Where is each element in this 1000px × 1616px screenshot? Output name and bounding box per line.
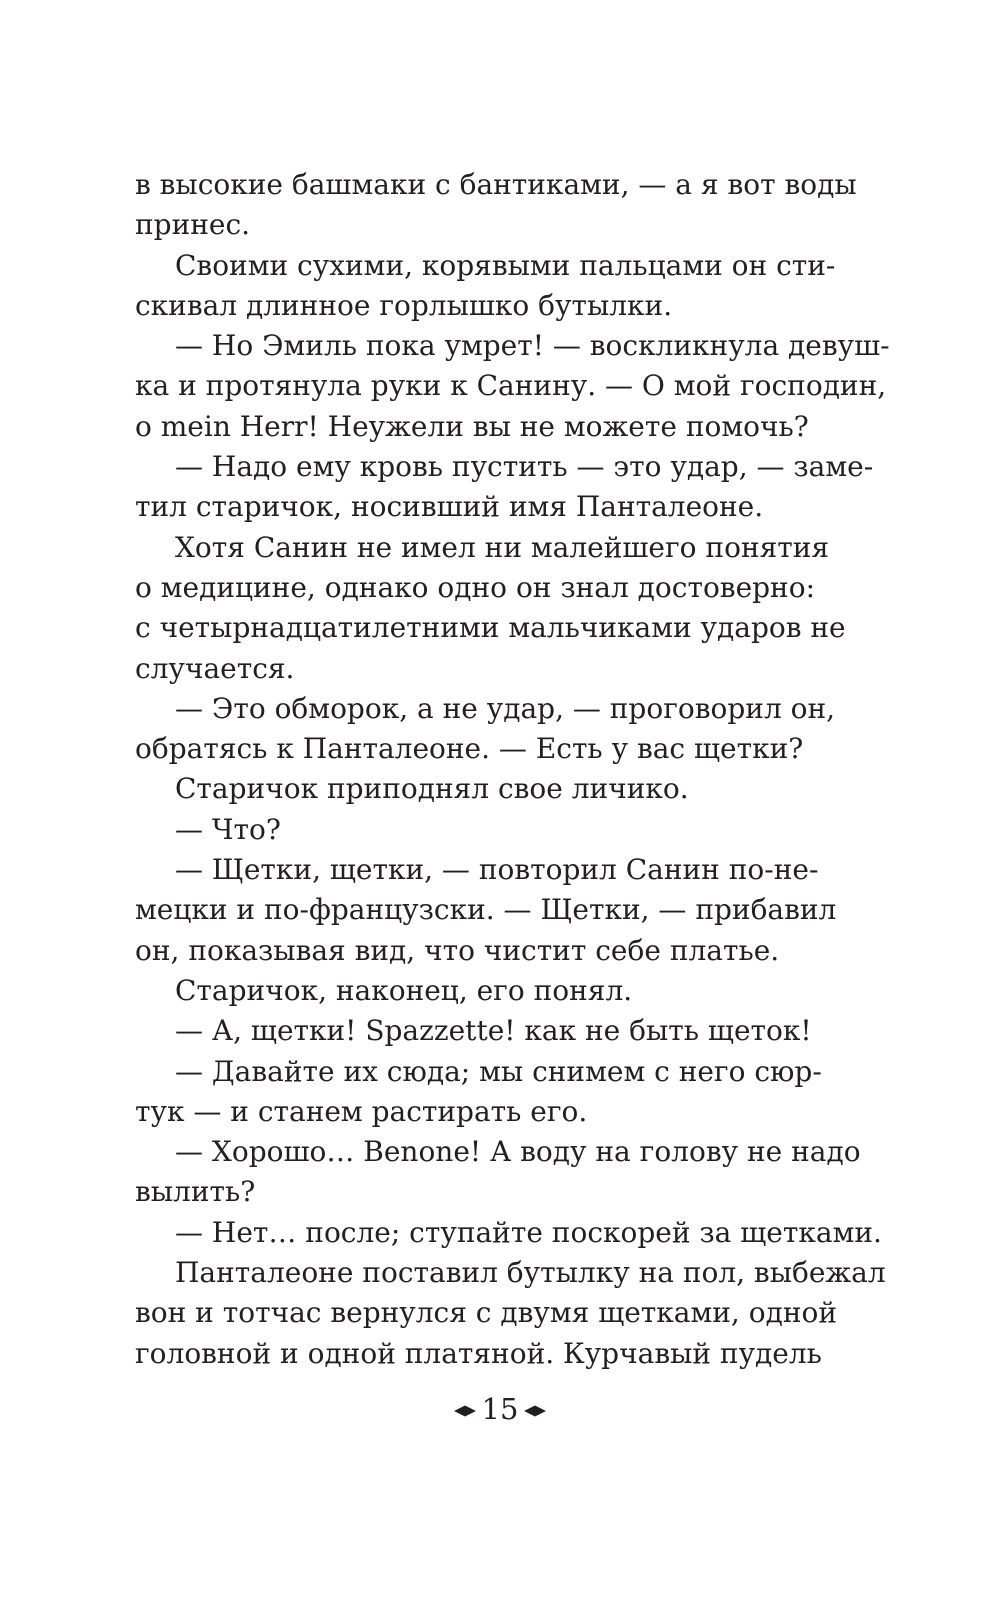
text-line: случается. <box>135 651 295 685</box>
text-line: обратясь к Панталеоне. — Есть у вас щетки? <box>135 732 804 766</box>
text-line: ка и протянула руки к Санину. — О мой господин, <box>135 369 887 403</box>
text-line: — Надо ему кровь пустить — это удар, — заме- <box>175 450 874 484</box>
text-line: принес. <box>135 208 251 242</box>
page-footer <box>0 1385 1000 1433</box>
text-line: Панталеоне поставил бутылку на пол, выбежал <box>175 1256 886 1290</box>
text-line: тук — и станем растирать его. <box>135 1094 588 1128</box>
text-line: с четырнадцатилетними мальчиками ударов не <box>135 611 846 645</box>
text-line: — Но Эмиль пока умрет! — воскликнула девуш- <box>175 329 890 363</box>
text-line: — Нет… после; ступайте поскорей за щетками. <box>175 1215 882 1249</box>
text-line: — Давайте их сюда; мы снимем с него сюр- <box>175 1054 822 1088</box>
text-line: Своими сухими, корявыми пальцами он сти- <box>175 248 836 282</box>
text-line: о mein Herr! Неужели вы не можете помочь? <box>135 409 809 443</box>
text-line: в высокие башмаки с бантиками, — а я вот воды <box>135 168 857 201</box>
text-line: скивал длинное горлышко бутылки. <box>135 288 673 322</box>
text-line: — Хорошо… Benone! А воду на голову не надо <box>175 1135 861 1169</box>
text-line: Старичок, наконец, его понял. <box>175 973 633 1007</box>
text-line: — Это обморок, а не удар, — проговорил он, <box>175 691 836 725</box>
text-line: о медицине, однако одно он знал достоверно: <box>135 570 816 604</box>
text-line: — А, щетки! Spazzette! как не быть щеток! <box>175 1014 812 1048</box>
text-line: головной и одной платяной. Курчавый пудель <box>135 1336 822 1370</box>
text-line: он, показывая вид, что чистит себе платье. <box>135 933 780 967</box>
text-line: Старичок приподнял свое личико. <box>175 772 689 806</box>
text-line: мецки и по-французски. — Щетки, — прибавил <box>135 893 837 927</box>
diamond-ornament-icon <box>454 1405 476 1417</box>
text-line: — Щетки, щетки, — повторил Санин по-не- <box>175 853 819 887</box>
text-line: Хотя Санин не имел ни малейшего понятия <box>175 530 830 564</box>
page-text <box>135 165 890 1374</box>
text-line: вылить? <box>135 1175 256 1209</box>
diamond-ornament-icon <box>524 1405 546 1417</box>
page-number: 15 <box>481 1392 519 1426</box>
text-line: вон и тотчас вернулся с двумя щетками, одной <box>135 1296 838 1330</box>
text-line: — Что? <box>175 812 281 846</box>
text-line: тил старичок, носивший имя Панталеоне. <box>135 490 764 524</box>
